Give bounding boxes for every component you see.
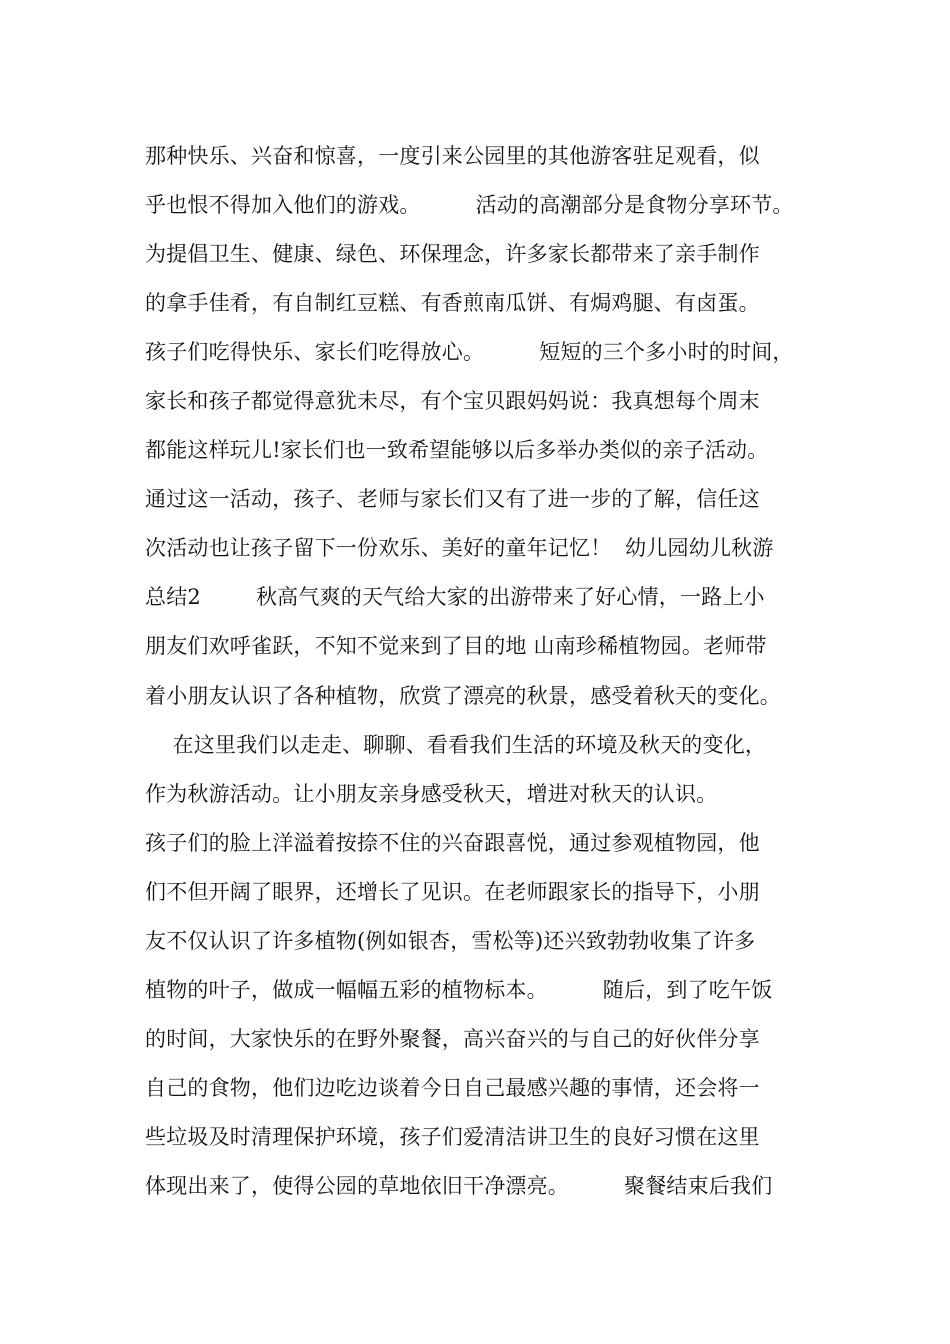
text-line: 乎也恨不得加入他们的游戏。 活动的高潮部分是食物分享环节。: [145, 193, 794, 218]
text-line: 孩子们的脸上洋溢着按捺不住的兴奋跟喜悦，通过参观植物园，他: [145, 830, 760, 855]
text-line: 友不仅认识了许多植物(例如银杏，雪松等)还兴致勃勃收集了许多: [145, 928, 756, 953]
text-line: 的时间，大家快乐的在野外聚餐，高兴奋兴的与自己的好伙伴分享: [145, 1026, 760, 1051]
text-line: 些垃圾及时清理保护环境，孩子们爱清洁讲卫生的良好习惯在这里: [145, 1124, 760, 1149]
text-line: 家长和孩子都觉得意犹未尽，有个宝贝跟妈妈说：我真想每个周末: [145, 389, 760, 414]
text-line: 在这里我们以走走、聊聊、看看我们生活的环境及秋天的变化，: [145, 732, 767, 757]
text-line: 那种快乐、兴奋和惊喜，一度引来公园里的其他游客驻足观看，似: [145, 144, 760, 168]
text-line: 植物的叶子，做成一幅幅五彩的植物标本。 随后，到了吃午饭: [145, 977, 773, 1002]
text-line: 次活动也让孩子留下一份欢乐、美好的童年记忆！ 幼儿园幼儿秋游: [145, 536, 774, 561]
text-line: 朋友们欢呼雀跃，不知不觉来到了目的地 山南珍稀植物园。老师带: [145, 634, 767, 659]
text-line: 们不但开阔了眼界，还增长了见识。在老师跟家长的指导下，小朋: [145, 879, 760, 904]
text-line: 都能这样玩儿!家长们也一致希望能够以后多举办类似的亲子活动。: [145, 438, 769, 463]
text-line: 自己的食物，他们边吃边谈着今日自己最感兴趣的事情，还会将一: [145, 1075, 760, 1100]
text-line: 体现出来了，使得公园的草地依旧干净漂亮。 聚餐结束后我们: [145, 1173, 773, 1198]
text-line: 孩子们吃得快乐、家长们吃得放心。 短短的三个多小时的时间，: [145, 340, 794, 365]
body-text: [145, 132, 845, 1211]
text-line: 通过这一活动，孩子、老师与家长们又有了进一步的了解，信任这: [145, 487, 760, 512]
text-line: 为提倡卫生、健康、绿色、环保理念，许多家长都带来了亲手制作: [145, 242, 760, 267]
text-line: 着小朋友认识了各种植物，欣赏了漂亮的秋景，感受着秋天的变化。: [145, 683, 781, 708]
text-line: 的拿手佳肴，有自制红豆糕、有香煎南瓜饼、有焗鸡腿、有卤蛋。: [145, 291, 760, 316]
text-line: 总结2 秋高气爽的天气给大家的出游带来了好心情，一路上小: [145, 585, 765, 610]
text-line: 作为秋游活动。让小朋友亲身感受秋天，增进对秋天的认识。: [145, 781, 718, 806]
